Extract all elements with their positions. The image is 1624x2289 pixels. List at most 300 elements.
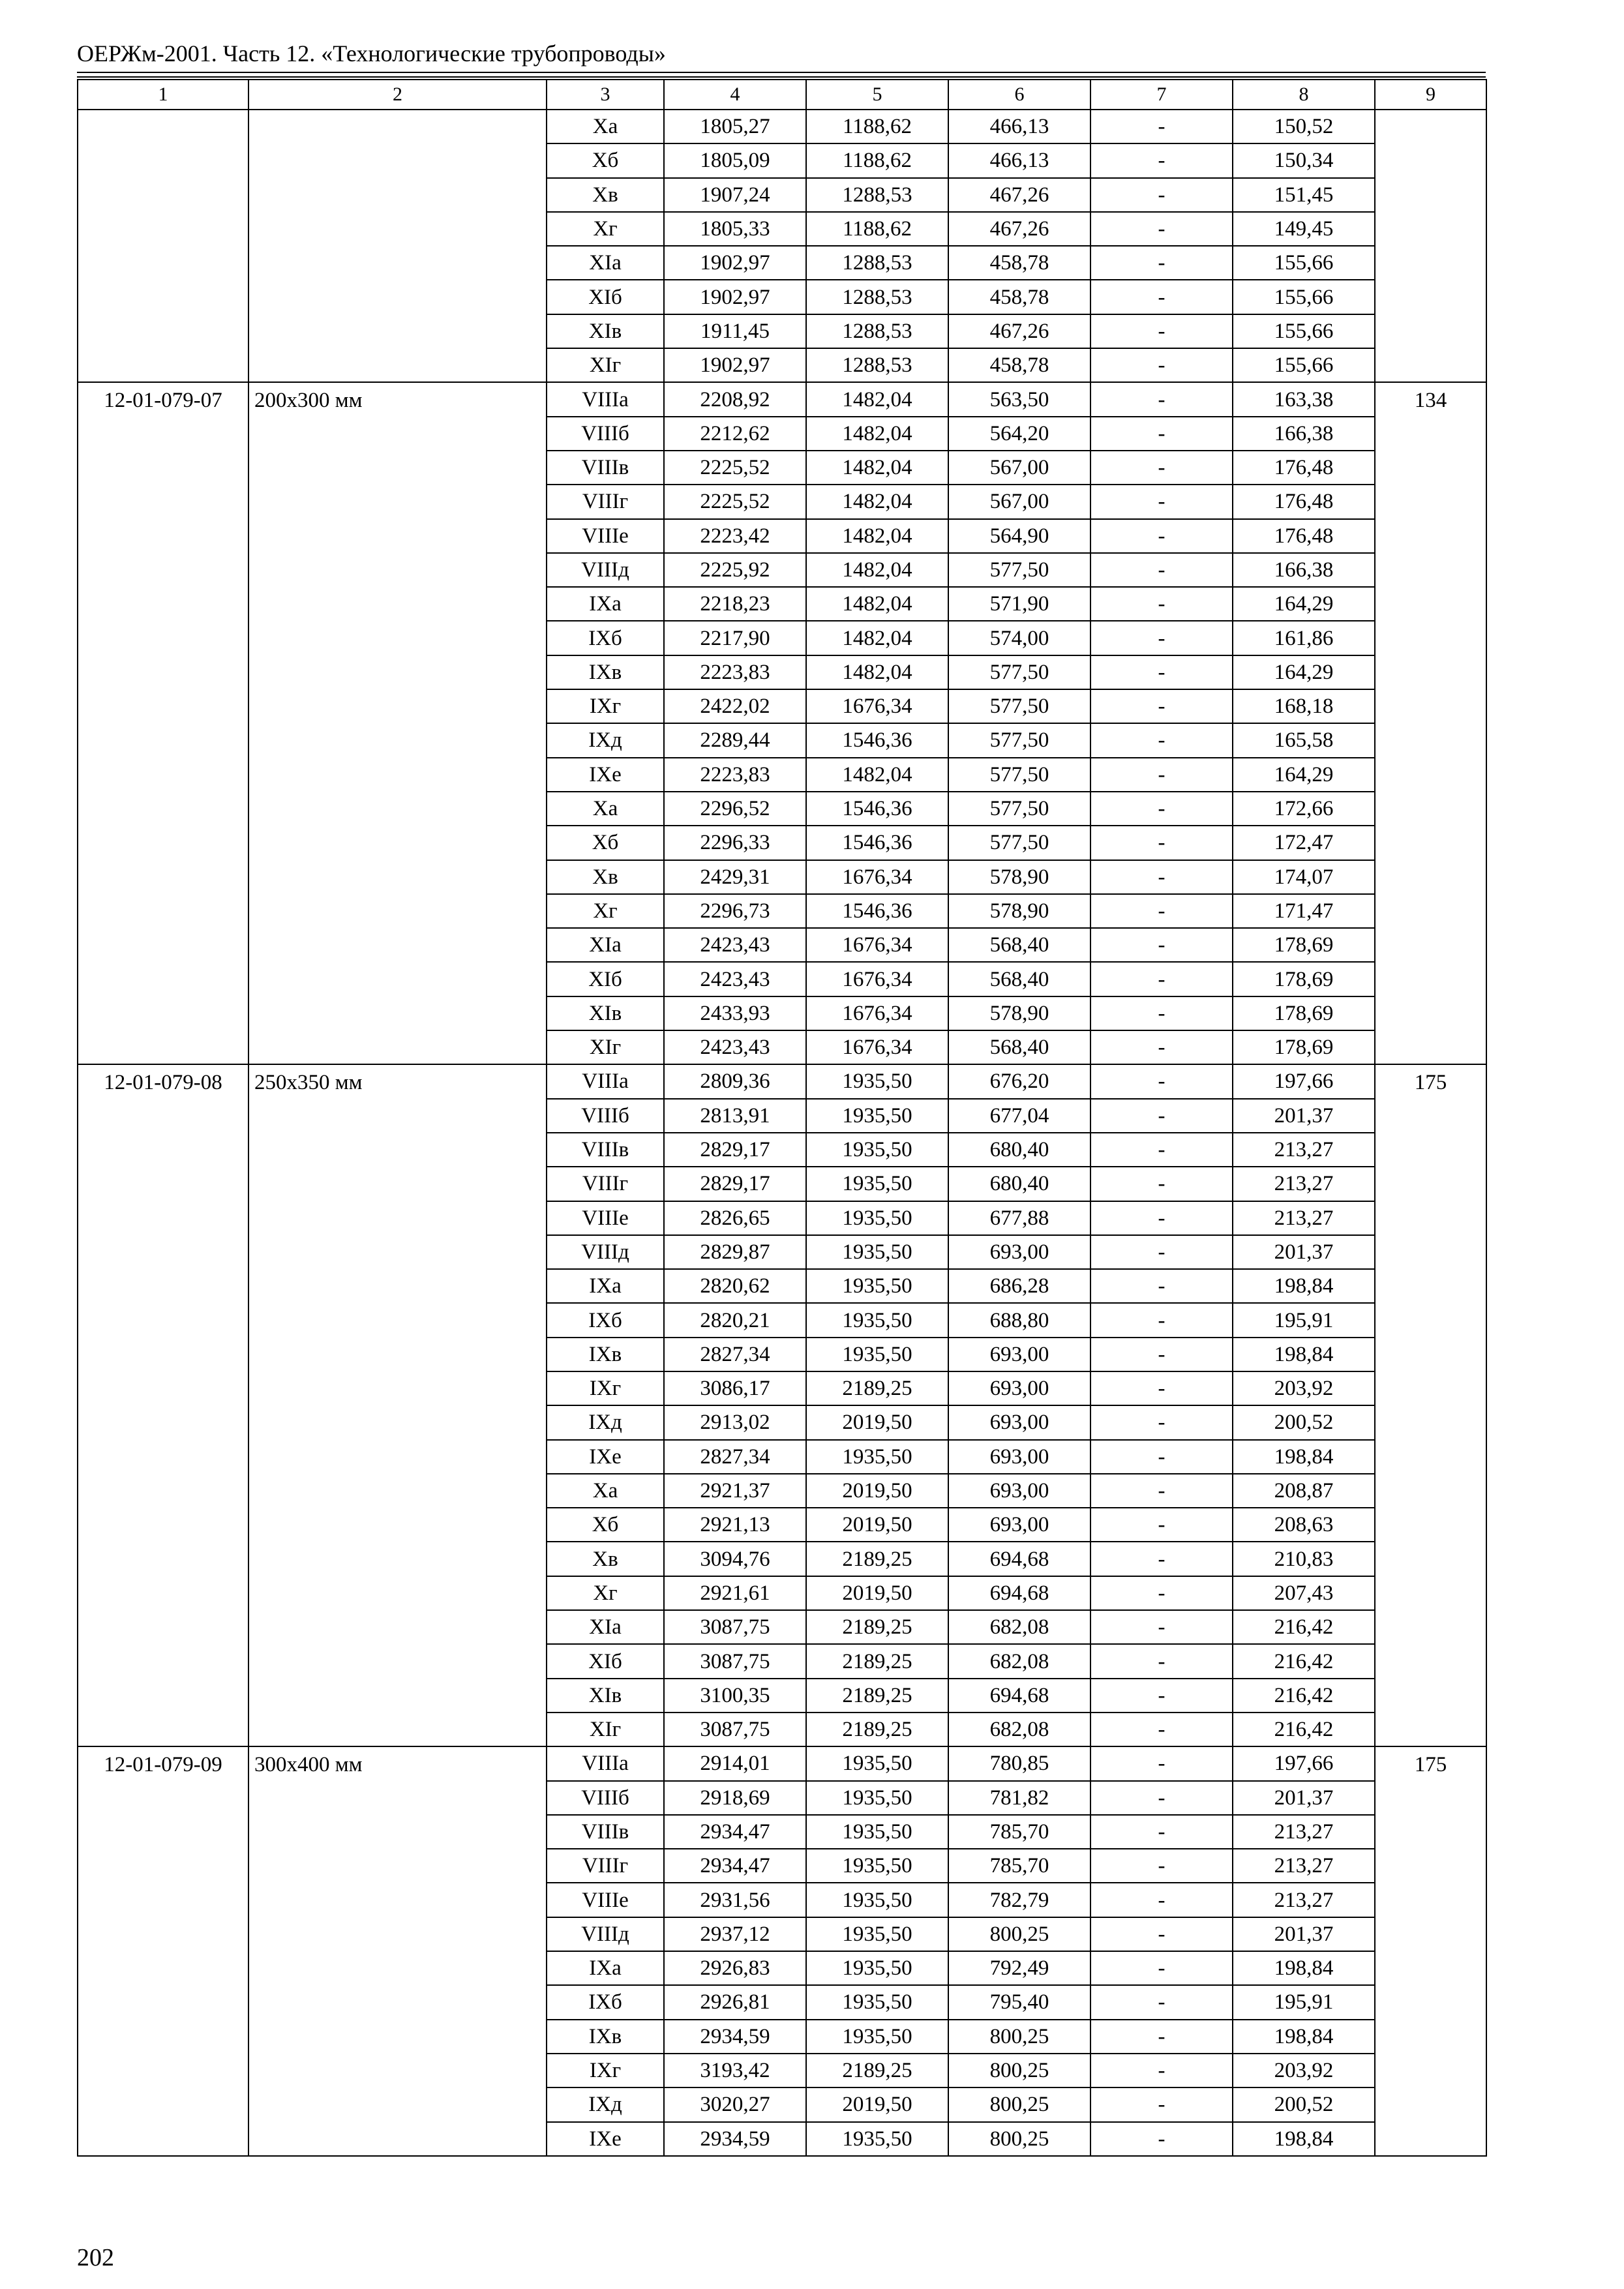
table-cell: - [1090,826,1233,860]
table-cell: 1288,53 [806,178,948,212]
table-cell: 1935,50 [806,1269,948,1303]
table-cell: - [1090,1338,1233,1371]
table-cell: 2829,17 [664,1133,806,1167]
table-cell: 578,90 [948,996,1090,1030]
size-cell: 200x300 мм [248,382,547,1064]
table-cell: 2423,43 [664,1030,806,1064]
table-cell: - [1090,1064,1233,1098]
table-cell: 1288,53 [806,280,948,314]
table-cell: 688,80 [948,1303,1090,1337]
table-cell: IXб [547,1303,664,1337]
table-cell: 213,27 [1233,1849,1375,1883]
table-cell: 197,66 [1233,1064,1375,1098]
table-cell: 213,27 [1233,1883,1375,1917]
table-cell: 1935,50 [806,1917,948,1951]
table-cell: 2937,12 [664,1917,806,1951]
table-cell: 172,66 [1233,792,1375,826]
table-cell: - [1090,2020,1233,2054]
table-cell: 2189,25 [806,2054,948,2087]
table-cell: 195,91 [1233,1985,1375,2019]
table-cell: 150,34 [1233,143,1375,177]
table-cell: 568,40 [948,1030,1090,1064]
table-cell: 578,90 [948,894,1090,928]
table-cell: 577,50 [948,792,1090,826]
table-cell: 1935,50 [806,1951,948,1985]
table-cell: 577,50 [948,758,1090,792]
table-cell: Xб [547,143,664,177]
table-cell: 792,49 [948,1951,1090,1985]
table-cell: 166,38 [1233,417,1375,451]
table-cell: 1288,53 [806,348,948,382]
table-cell: - [1090,928,1233,962]
table-cell: - [1090,655,1233,689]
table-cell: - [1090,1303,1233,1337]
table-cell: - [1090,860,1233,894]
table-cell: 693,00 [948,1371,1090,1405]
table-cell: 1935,50 [806,1167,948,1201]
table-body [78,110,1486,2156]
table-cell: 564,90 [948,519,1090,553]
table-cell: 213,27 [1233,1167,1375,1201]
code-cell: 12-01-079-09 [78,1746,248,2156]
table-cell: 1482,04 [806,485,948,518]
table-cell: 164,29 [1233,758,1375,792]
table-cell: 1935,50 [806,2122,948,2156]
table-cell: - [1090,143,1233,177]
table-cell: 213,27 [1233,1201,1375,1235]
table-cell: 785,70 [948,1849,1090,1883]
table-cell: VIIIг [547,1849,664,1883]
table-cell: 208,87 [1233,1474,1375,1508]
table-cell: XIa [547,928,664,962]
table-cell: IXд [547,2087,664,2121]
table-cell: IXв [547,655,664,689]
table-cell: 693,00 [948,1405,1090,1439]
header-rule-bottom [77,76,1486,78]
table-cell: 1188,62 [806,143,948,177]
table-cell: 2189,25 [806,1371,948,1405]
table-cell: 1935,50 [806,1883,948,1917]
table-cell: 682,08 [948,1713,1090,1746]
table-cell: 168,18 [1233,689,1375,723]
code-cell: 12-01-079-08 [78,1064,248,1746]
table-cell: VIIIe [547,1883,664,1917]
table-cell: - [1090,2054,1233,2087]
table-cell: VIIIa [547,1746,664,1780]
table-cell: 2809,36 [664,1064,806,1098]
table-cell: 2827,34 [664,1440,806,1474]
table-cell: - [1090,1235,1233,1269]
table-cell: 172,47 [1233,826,1375,860]
table-cell: 2429,31 [664,860,806,894]
table-cell: 1676,34 [806,962,948,996]
table-cell: 164,29 [1233,655,1375,689]
table-cell: 2019,50 [806,1576,948,1610]
table-cell: 200,52 [1233,1405,1375,1439]
table-cell: 200,52 [1233,2087,1375,2121]
table-cell: - [1090,348,1233,382]
table-cell: 458,78 [948,280,1090,314]
table-cell: VIIIг [547,1167,664,1201]
table-cell: 201,37 [1233,1917,1375,1951]
table-cell: 1188,62 [806,110,948,143]
table-cell: IXд [547,1405,664,1439]
table-cell: IXг [547,1371,664,1405]
table-cell: 2189,25 [806,1644,948,1678]
table-cell: VIIIд [547,553,664,587]
table-cell: 1676,34 [806,1030,948,1064]
table-cell: 3020,27 [664,2087,806,2121]
table-cell: - [1090,382,1233,416]
table-cell: XIa [547,246,664,280]
table-cell: 1902,97 [664,246,806,280]
table-cell: 693,00 [948,1338,1090,1371]
table-cell: 680,40 [948,1167,1090,1201]
table-cell: Xa [547,1474,664,1508]
table-cell: Xг [547,212,664,246]
table-cell: - [1090,1815,1233,1849]
table-cell: 1935,50 [806,1064,948,1098]
table-cell: 1676,34 [806,996,948,1030]
table-cell: 161,86 [1233,621,1375,655]
table-cell: 458,78 [948,246,1090,280]
table-cell: 1546,36 [806,894,948,928]
table-cell: 1805,27 [664,110,806,143]
table-cell: 3100,35 [664,1679,806,1713]
table-cell: 686,28 [948,1269,1090,1303]
table-cell: IXг [547,2054,664,2087]
table-cell: 207,43 [1233,1576,1375,1610]
table-cell: - [1090,519,1233,553]
table-cell: - [1090,962,1233,996]
table-cell: 1935,50 [806,1985,948,2019]
table-cell: 2422,02 [664,689,806,723]
table-cell: 800,25 [948,2122,1090,2156]
table-cell: 1482,04 [806,382,948,416]
table-cell: 203,92 [1233,1371,1375,1405]
table-cell: 174,07 [1233,860,1375,894]
table-cell: - [1090,280,1233,314]
col9-cell: 134 [1375,382,1486,1064]
table-cell: - [1090,1474,1233,1508]
table-cell: 1935,50 [806,1133,948,1167]
table-cell: - [1090,1849,1233,1883]
table-cell: - [1090,1440,1233,1474]
table-cell: 694,68 [948,1576,1090,1610]
table-cell: VIIIe [547,1201,664,1235]
table-cell: 800,25 [948,2020,1090,2054]
table-cell: - [1090,1167,1233,1201]
table-cell: 1482,04 [806,758,948,792]
table-cell: 574,00 [948,621,1090,655]
table-cell: 782,79 [948,1883,1090,1917]
table-cell: - [1090,1133,1233,1167]
table-cell: - [1090,212,1233,246]
table-cell: 693,00 [948,1235,1090,1269]
table-cell: XIб [547,1644,664,1678]
table-cell: 2934,59 [664,2020,806,2054]
table-cell: IXe [547,1440,664,1474]
table-cell: 568,40 [948,928,1090,962]
table-cell: Xг [547,1576,664,1610]
size-cell: 300x400 мм [248,1746,547,2156]
size-cell [248,110,547,382]
table-cell: 201,37 [1233,1781,1375,1815]
table-cell: - [1090,1883,1233,1917]
table-cell: 2225,92 [664,553,806,587]
col9-cell: 175 [1375,1746,1486,2156]
table-cell: 2296,33 [664,826,806,860]
table-cell: IXб [547,1985,664,2019]
table-cell: - [1090,689,1233,723]
table-cell: XIг [547,348,664,382]
table-cell: - [1090,1781,1233,1815]
table-cell: 1676,34 [806,860,948,894]
table-cell: 2218,23 [664,587,806,621]
table-cell: VIIIд [547,1235,664,1269]
table-cell: 149,45 [1233,212,1375,246]
table-cell: 178,69 [1233,962,1375,996]
table-cell: 2019,50 [806,1474,948,1508]
table-cell: - [1090,1269,1233,1303]
table-cell: VIIIв [547,1815,664,1849]
table-cell: 2212,62 [664,417,806,451]
table-cell: 2921,61 [664,1576,806,1610]
table-cell: IXв [547,1338,664,1371]
table-cell: 1546,36 [806,792,948,826]
table-cell: VIIIa [547,1064,664,1098]
table-cell: 2019,50 [806,2087,948,2121]
table-cell: 1546,36 [806,826,948,860]
table-cell: Xб [547,826,664,860]
table-cell: 2827,34 [664,1338,806,1371]
table-cell: - [1090,246,1233,280]
table-cell: - [1090,1099,1233,1133]
table-cell: 693,00 [948,1474,1090,1508]
table-cell: 3087,75 [664,1610,806,1644]
table-cell: 2813,91 [664,1099,806,1133]
table-cell: 155,66 [1233,280,1375,314]
code-cell [78,110,248,382]
table-cell: 178,69 [1233,996,1375,1030]
table-cell: - [1090,996,1233,1030]
table-cell: VIIIa [547,382,664,416]
table-cell: 166,38 [1233,553,1375,587]
table-cell: IXe [547,2122,664,2156]
table-cell: - [1090,792,1233,826]
table-cell: Xв [547,1542,664,1576]
table-cell: VIIIв [547,1133,664,1167]
table-cell: - [1090,1201,1233,1235]
table-cell: 781,82 [948,1781,1090,1815]
column-header: 5 [806,80,948,110]
table-cell: 2223,83 [664,655,806,689]
table-cell: 1907,24 [664,178,806,212]
table-cell: 564,20 [948,417,1090,451]
table-cell: - [1090,110,1233,143]
table-cell: 1911,45 [664,314,806,348]
table-cell: 198,84 [1233,1338,1375,1371]
table-cell: 2433,93 [664,996,806,1030]
table-cell: 1935,50 [806,1201,948,1235]
table-cell: 2829,87 [664,1235,806,1269]
table-cell: 780,85 [948,1746,1090,1780]
table-cell: 466,13 [948,143,1090,177]
table-cell: 1935,50 [806,1849,948,1883]
table-cell: 2934,59 [664,2122,806,2156]
table-cell: Xг [547,894,664,928]
table-cell: 2820,62 [664,1269,806,1303]
table-cell: 680,40 [948,1133,1090,1167]
table-cell: 694,68 [948,1542,1090,1576]
table-cell: 178,69 [1233,1030,1375,1064]
table-cell: 213,27 [1233,1815,1375,1849]
table-cell: 165,58 [1233,723,1375,757]
table-cell: 1935,50 [806,1338,948,1371]
column-header: 2 [248,80,547,110]
table-cell: 1482,04 [806,417,948,451]
table-cell: 3094,76 [664,1542,806,1576]
table-cell: IXд [547,723,664,757]
table-cell: - [1090,1746,1233,1780]
code-cell: 12-01-079-07 [78,382,248,1064]
column-header: 7 [1090,80,1233,110]
table-cell: 2820,21 [664,1303,806,1337]
table-cell: 467,26 [948,314,1090,348]
table-cell: IXa [547,1269,664,1303]
table-cell: 208,63 [1233,1508,1375,1542]
table-cell: 676,20 [948,1064,1090,1098]
table-cell: 577,50 [948,655,1090,689]
table-cell: 1935,50 [806,1781,948,1815]
table-cell: - [1090,1508,1233,1542]
table-cell: - [1090,1644,1233,1678]
table-row [78,382,1486,416]
table-cell: 1805,09 [664,143,806,177]
table-cell: 2223,42 [664,519,806,553]
header-rule-top [77,72,1486,73]
table-cell: 201,37 [1233,1235,1375,1269]
table-cell: 1482,04 [806,519,948,553]
table-cell: 198,84 [1233,1440,1375,1474]
table-cell: 216,42 [1233,1644,1375,1678]
col9-cell [1375,110,1486,382]
table-cell: 2921,37 [664,1474,806,1508]
table-cell: 176,48 [1233,451,1375,485]
table-cell: - [1090,2122,1233,2156]
table-cell: 2208,92 [664,382,806,416]
table-cell: 210,83 [1233,1542,1375,1576]
table-cell: - [1090,451,1233,485]
table-cell: XIг [547,1713,664,1746]
table-cell: 3086,17 [664,1371,806,1405]
table-cell: 795,40 [948,1985,1090,2019]
table-cell: 800,25 [948,2087,1090,2121]
col9-cell: 175 [1375,1064,1486,1746]
table-cell: 2931,56 [664,1883,806,1917]
table-cell: 176,48 [1233,485,1375,518]
table-cell: XIб [547,280,664,314]
table-cell: 677,04 [948,1099,1090,1133]
table-cell: VIIIг [547,485,664,518]
table-cell: 466,13 [948,110,1090,143]
table-cell: - [1090,2087,1233,2121]
table-cell: 693,00 [948,1508,1090,1542]
table-cell: 785,70 [948,1815,1090,1849]
table-cell: 198,84 [1233,1269,1375,1303]
table-cell: 693,00 [948,1440,1090,1474]
table-cell: 567,00 [948,451,1090,485]
page-header-title: ОЕРЖм-2001. Часть 12. «Технологические трубопроводы» [77,40,666,67]
table-cell: 2223,83 [664,758,806,792]
column-header: 6 [948,80,1090,110]
table-cell: IXe [547,758,664,792]
table-cell: XIa [547,1610,664,1644]
column-number-row [78,80,1486,110]
table-cell: XIв [547,314,664,348]
table-cell: 195,91 [1233,1303,1375,1337]
table-cell: 467,26 [948,178,1090,212]
table-cell: 2934,47 [664,1849,806,1883]
table-cell: 1805,33 [664,212,806,246]
table-row [78,1746,1486,1780]
table-cell: - [1090,1542,1233,1576]
table-cell: - [1090,723,1233,757]
table-cell: VIIIд [547,1917,664,1951]
table-cell: 2829,17 [664,1167,806,1201]
table-cell: 800,25 [948,1917,1090,1951]
table-cell: 563,50 [948,382,1090,416]
rates-table [77,79,1487,2157]
table-cell: 1288,53 [806,314,948,348]
table-cell: 2217,90 [664,621,806,655]
table-cell: 216,42 [1233,1713,1375,1746]
table-cell: - [1090,1917,1233,1951]
page-number: 202 [77,2244,114,2271]
table-cell: - [1090,1713,1233,1746]
table-cell: 2423,43 [664,928,806,962]
table-cell: VIIIв [547,451,664,485]
table-cell: 2189,25 [806,1542,948,1576]
table-cell: 1482,04 [806,587,948,621]
table-cell: XIв [547,1679,664,1713]
table-cell: 3087,75 [664,1644,806,1678]
table-cell: 1288,53 [806,246,948,280]
table-cell: - [1090,1030,1233,1064]
table-cell: 568,40 [948,962,1090,996]
table-cell: 2289,44 [664,723,806,757]
table-cell: 163,38 [1233,382,1375,416]
table-cell: 198,84 [1233,2122,1375,2156]
table-cell: 216,42 [1233,1610,1375,1644]
table-cell: XIв [547,996,664,1030]
column-header: 8 [1233,80,1375,110]
table-cell: 3087,75 [664,1713,806,1746]
table-cell: 2189,25 [806,1679,948,1713]
table-cell: 694,68 [948,1679,1090,1713]
table-cell: 1935,50 [806,1440,948,1474]
table-cell: 216,42 [1233,1679,1375,1713]
table-cell: 155,66 [1233,246,1375,280]
table-cell: 1188,62 [806,212,948,246]
table-cell: 150,52 [1233,110,1375,143]
table-cell: 567,00 [948,485,1090,518]
table-cell: 197,66 [1233,1746,1375,1780]
table-cell: - [1090,1405,1233,1439]
table-cell: 1676,34 [806,928,948,962]
table-cell: 198,84 [1233,2020,1375,2054]
table-cell: 2189,25 [806,1610,948,1644]
